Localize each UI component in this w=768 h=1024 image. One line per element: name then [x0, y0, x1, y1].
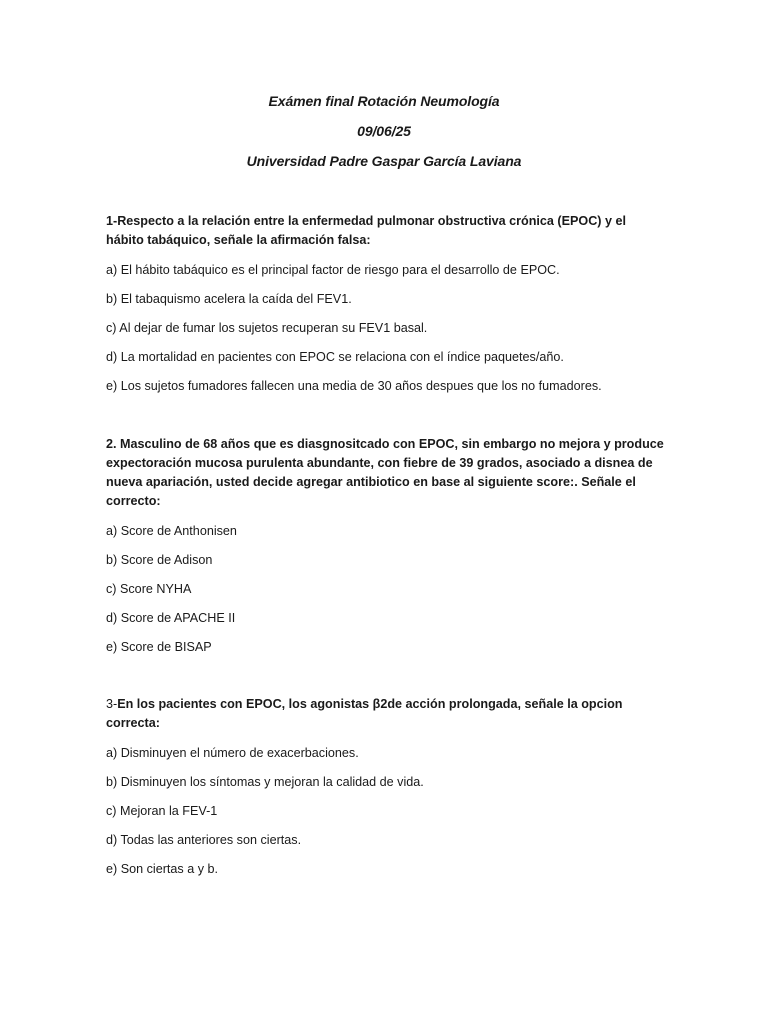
question-1 [106, 212, 666, 405]
question-2-option-d: d) Score de APACHE II [106, 611, 236, 625]
question-3-option-b: b) Disminuyen los síntomas y mejoran la calidad de vida. [106, 775, 424, 789]
institution-name: Universidad Padre Gaspar García Laviana [246, 153, 522, 169]
question-1-option-a: a) El hábito tabáquico es el principal factor de riesgo para el desarrollo de EPOC. [106, 263, 560, 277]
question-3-option-e: e) Son ciertas a y b. [106, 862, 218, 876]
question-3-text: En los pacientes con EPOC, los agonistas β2de acción prolongada, señale la opcion correcta: [106, 697, 623, 730]
question-2-options [106, 521, 666, 666]
exam-title: Exámen final Rotación Neumología [268, 93, 500, 109]
question-3 [106, 695, 666, 888]
question-2-option-c: c) Score NYHA [106, 582, 192, 596]
question-1-option-d: d) La mortalidad en pacientes con EPOC se relaciona con el índice paquetes/año. [106, 350, 564, 364]
question-1-stem [106, 212, 666, 250]
question-2-option-e: e) Score de BISAP [106, 640, 212, 654]
question-1-text: Respecto a la relación entre la enfermedad pulmonar obstructiva crónica (EPOC) y el hábito tabáquico, señale la afirmación falsa: [106, 214, 627, 247]
question-3-option-d: d) Todas las anteriores son ciertas. [106, 833, 302, 847]
question-2-option-b: b) Score de Adison [106, 553, 213, 567]
question-3-option-c: c) Mejoran la FEV-1 [106, 804, 218, 818]
question-3-stem [106, 695, 666, 733]
question-2-option-a: a) Score de Anthonisen [106, 524, 237, 538]
question-2-stem [106, 435, 666, 511]
question-3-number: 3- [106, 697, 118, 711]
exam-date: 09/06/25 [357, 123, 411, 139]
question-3-options [106, 743, 666, 888]
question-1-options [106, 260, 666, 405]
question-1-option-c: c) Al dejar de fumar los sujetos recuperan su FEV1 basal. [106, 321, 428, 335]
question-2 [106, 435, 666, 666]
question-2-text: Masculino de 68 años que es diasgnositcado con EPOC, sin embargo no mejora y produce expectoración mucosa purulenta abundante, con fiebre de 39 grados, asociado a disnea de nueva apariación, usted decide agregar antibiotico en base al siguiente score:. Señale el correcto: [106, 437, 664, 508]
exam-header [0, 90, 768, 180]
question-3-option-a: a) Disminuyen el número de exacerbaciones. [106, 746, 359, 760]
question-2-number: 2. [106, 437, 121, 451]
question-1-number: 1- [106, 214, 118, 228]
question-1-option-b: b) El tabaquismo acelera la caída del FEV1. [106, 292, 352, 306]
question-1-option-e: e) Los sujetos fumadores fallecen una media de 30 años despues que los no fumadores. [106, 379, 602, 393]
